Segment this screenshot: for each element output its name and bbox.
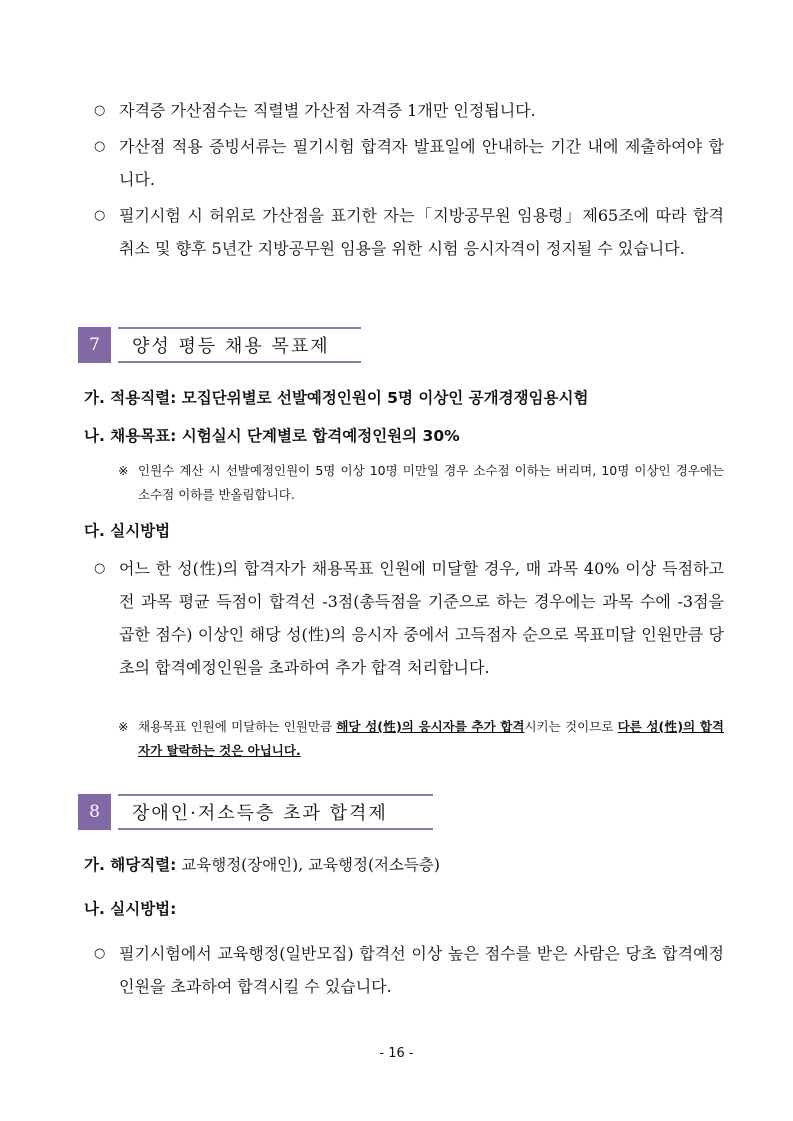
subheading-method: 나. 실시방법:: [84, 900, 177, 918]
subheading-applicable-series: [84, 853, 440, 877]
section-number: 8: [78, 794, 111, 830]
section-number: 7: [78, 327, 111, 363]
subheading-value: 교육행정(장애인), 교육행정(저소득층): [176, 856, 440, 874]
bullet-text: 자격증 가산점수는 직렬별 가산점 자격증 1개만 인정됩니다.: [119, 101, 536, 120]
page-number: - 16 -: [379, 1046, 414, 1061]
bullet-certificate-limit: [94, 94, 724, 127]
circle-bullet-icon: ○: [94, 103, 106, 118]
subheading-applicable-series: 가. 적용직렬: 모집단위별로 선발예정인원이 5명 이상인 공개경쟁임용시험: [84, 389, 589, 407]
bullet-gender-target-method: [94, 552, 724, 684]
subheading-label: 가. 해당직렬:: [84, 856, 177, 874]
note-additional-pass: [118, 715, 724, 763]
bullet-text: 필기시험 시 허위로 가산점을 표기한 자는「지방공무원 임용령」제65조에 따라 합격 취소 및 향후 5년간 지방공무원 임용을 위한 시험 응시자격이 정지될 수 있습니다.: [119, 206, 724, 258]
section-8-header: [78, 794, 433, 830]
subheading-method: 다. 실시방법: [84, 522, 171, 540]
emphasis-text: 다른 성(性)의 합격자가 탈락하는 것은 아닙니다.: [138, 719, 724, 758]
bullet-document-submission: [94, 130, 724, 196]
note-text: 인원수 계산 시 선발예정인원이 5명 이상 10명 미만일 경우 소수점 이하는 버리며, 10명 이상인 경우에는 소수점 이하를 반올림합니다.: [138, 463, 724, 502]
bullet-excess-pass-method: [94, 937, 724, 1003]
bullet-text: 가산점 적용 증빙서류는 필기시험 합격자 발표일에 안내하는 기간 내에 제출하여야 합니다.: [119, 137, 724, 189]
note-rounding: [118, 459, 724, 507]
bullet-text: 필기시험에서 교육행정(일반모집) 합격선 이상 높은 점수를 받은 사람은 당초 합격예정인원을 초과하여 합격시킬 수 있습니다.: [119, 944, 724, 996]
emphasis-text: 해당 성(性)의 응시자를 추가 합격: [336, 719, 525, 734]
note-text: 채용목표 인원에 미달하는 인원만큼 해당 성(性)의 응시자를 추가 합격시키는 것이므로 다른 성(性)의 합격자가 탈락하는 것은 아닙니다.: [138, 719, 724, 758]
circle-bullet-icon: ○: [94, 208, 106, 223]
circle-bullet-icon: ○: [94, 561, 106, 576]
bullet-text: 어느 한 성(性)의 합격자가 채용목표 인원에 미달할 경우, 매 과목 40% 이상 득점하고 전 과목 평균 득점이 합격선 -3점(총득점을 기준으로 하는 경우에는 과목 수에 -3점을 곱한 점수) 이상인 해당 성(性)의 응시자 중에서 고득점자 순으로 목표미달 인원만큼 당초의 합격예정인원을 초과하여 추가 합격 처리합니다.: [119, 559, 724, 677]
section-title: 양성 평등 채용 목표제: [118, 327, 361, 363]
reference-mark-icon: ※: [118, 719, 129, 734]
circle-bullet-icon: ○: [94, 139, 106, 154]
section-title: 장애인·저소득층 초과 합격제: [118, 794, 433, 830]
circle-bullet-icon: ○: [94, 946, 106, 961]
section-7-header: [78, 327, 361, 363]
subheading-hiring-target: 나. 채용목표: 시험실시 단계별로 합격예정인원의 30%: [84, 427, 460, 445]
reference-mark-icon: ※: [118, 463, 129, 478]
bullet-false-claim-penalty: [94, 199, 724, 265]
